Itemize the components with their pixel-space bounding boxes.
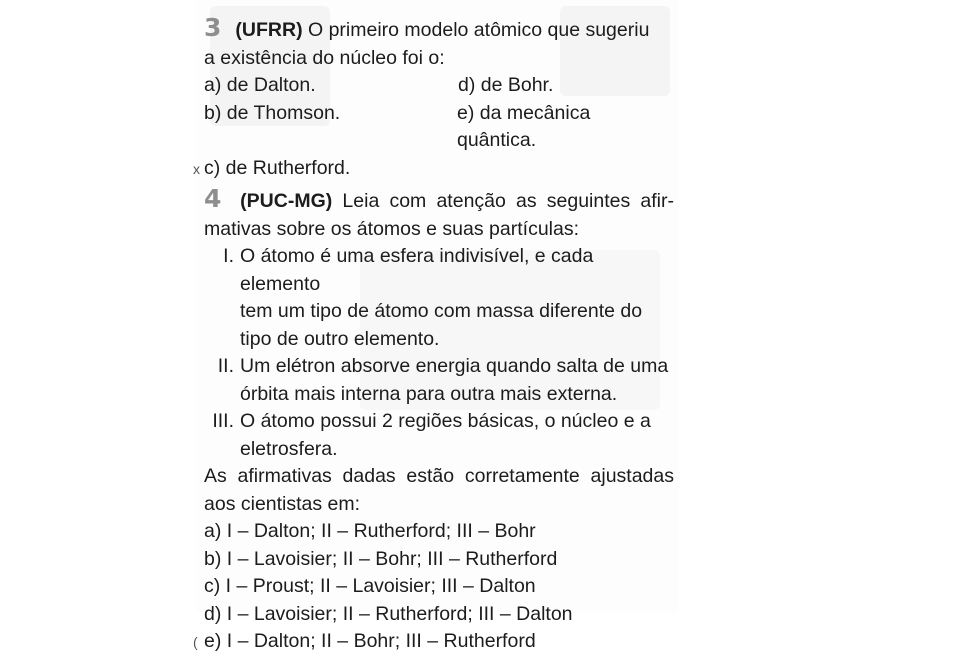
- question-source: (PUC-MG): [240, 190, 333, 212]
- question-stem: O primeiro modelo atômico que sugeriu: [308, 19, 650, 41]
- option-d: d) de Bohr.: [458, 74, 554, 96]
- option-c: c) I – Proust; II – Lavoisier; III – Dalton: [204, 575, 536, 597]
- statement-2: [204, 353, 674, 408]
- statement-text: tipo de outro elemento.: [240, 327, 440, 350]
- statement-number: III.: [212, 410, 234, 432]
- question-4: [193, 184, 674, 657]
- option-a: a) de Dalton.: [204, 74, 316, 96]
- option-c: c) de Rutherford.: [204, 156, 351, 179]
- option-e: e) I – Dalton; II – Bohr; III – Rutherford: [204, 630, 536, 652]
- exercise-content: [193, 13, 674, 657]
- question-stem-continued: mativas sobre os átomos e suas partículas:: [204, 217, 580, 240]
- statement-3: [204, 408, 674, 463]
- option-a: a) I – Dalton; II – Rutherford; III – Bohr: [204, 520, 536, 542]
- handwritten-mark: x: [193, 160, 200, 177]
- question-3-header: [204, 14, 674, 45]
- question-prompt-continued: aos cientistas em:: [204, 492, 361, 515]
- options-row: [204, 100, 674, 155]
- option-c-row: [193, 155, 674, 184]
- option-e: e) da mecânica quântica.: [456, 101, 591, 151]
- question-source: (UFRR): [235, 19, 303, 41]
- statement-text: O átomo possui 2 regiões básicas, o núcleo e a: [240, 410, 651, 432]
- statement-number: II.: [217, 355, 234, 377]
- option-d: d) I – Lavoisier; II – Rutherford; III – Dalton: [204, 602, 573, 625]
- question-number: 3: [204, 13, 222, 42]
- options-row: [204, 72, 674, 100]
- question-4-header: [204, 185, 674, 216]
- option-b: b) I – Lavoisier; II – Bohr; III – Rutherford: [204, 547, 558, 570]
- question-number: 4: [204, 184, 222, 213]
- statement-1: [204, 243, 674, 353]
- option-b: b) de Thomson.: [204, 101, 341, 124]
- statement-text: Um elétron absorve energia quando salta de uma: [240, 355, 669, 377]
- statement-text: O átomo é uma esfera indivisível, e cada elemento: [240, 245, 594, 295]
- statement-text: eletrosfera.: [240, 437, 338, 460]
- statement-text: órbita mais interna para outra mais externa.: [240, 382, 618, 405]
- statement-text: tem um tipo de átomo com massa diferente do: [240, 300, 643, 322]
- question-stem: Leia com atenção as seguintes afir-: [342, 190, 674, 212]
- question-3: [193, 13, 674, 183]
- question-prompt: As afirmativas dadas estão corretamente ajustadas: [204, 465, 674, 487]
- statement-number: I.: [223, 245, 234, 267]
- option-e-row: [193, 628, 674, 657]
- question-stem-continued: a existência do núcleo foi o:: [204, 46, 445, 69]
- handwritten-mark: (: [193, 634, 198, 650]
